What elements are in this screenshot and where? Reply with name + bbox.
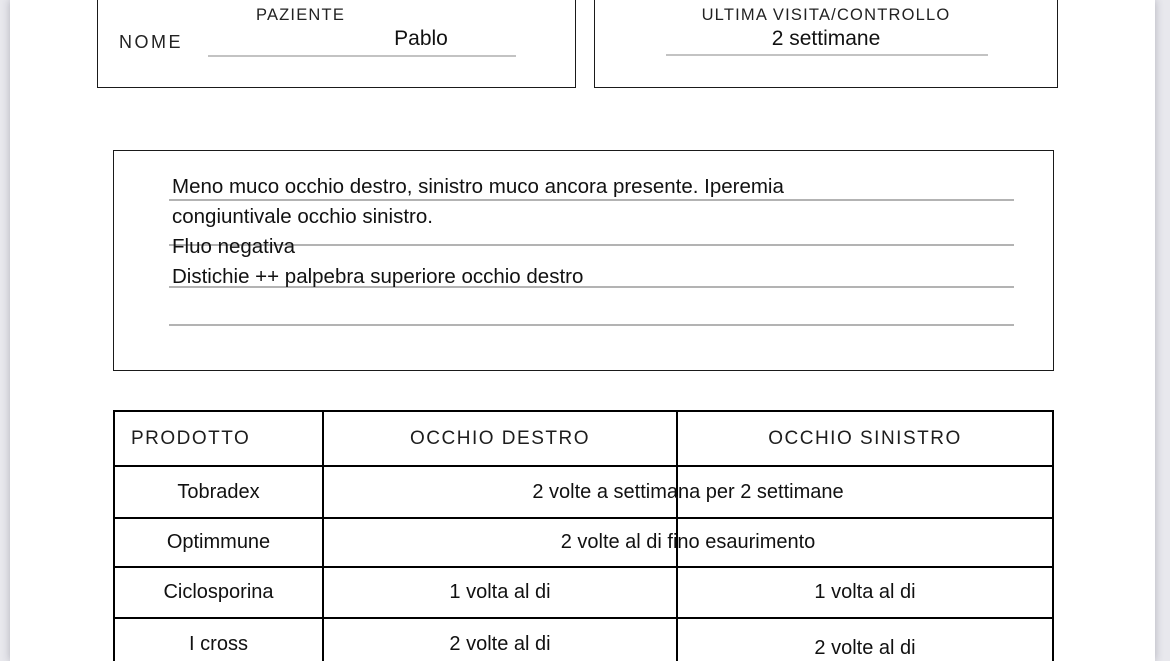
patient-box — [97, 0, 576, 88]
column-header-occhio-destro: OCCHIO DESTRO — [324, 412, 678, 465]
notes-line: Distichie ++ palpebra superiore occhio destro — [172, 265, 584, 288]
name-field-value: Pablo — [394, 27, 448, 50]
dosage-cell-occhio-sinistro: 1 volta al di — [814, 581, 916, 603]
notes-box — [113, 150, 1054, 371]
table-row-optimmune — [115, 519, 1052, 568]
table-header-row — [115, 412, 1052, 467]
document-page — [10, 0, 1155, 661]
last-visit-value: 2 settimane — [771, 27, 881, 50]
dosage-cell-occhio-destro: 1 volta al di — [324, 568, 678, 617]
name-field-underline — [208, 55, 516, 57]
product-cell: Ciclosporina — [115, 568, 324, 617]
last-visit-underline — [666, 54, 988, 56]
ruled-line — [169, 324, 1014, 326]
name-label: NOME — [119, 32, 183, 52]
dosage-cell-occhio-destro: 2 volte al di — [324, 619, 678, 661]
notes-line: Fluo negativa — [172, 235, 296, 258]
table-row-ciclosporina — [115, 568, 1052, 619]
dosage-cell-both-eyes: 2 volte al di fino esaurimento — [324, 519, 1052, 566]
column-header-prodotto: PRODOTTO — [115, 412, 324, 465]
product-cell: Optimmune — [115, 519, 324, 566]
product-cell: I cross — [115, 619, 324, 661]
patient-box-title: PAZIENTE — [255, 6, 346, 24]
therapy-table — [113, 410, 1054, 661]
last-visit-box-title: ULTIMA VISITA/CONTROLLO — [701, 6, 951, 24]
column-header-occhio-sinistro: OCCHIO SINISTRO — [768, 427, 962, 449]
dosage-cell-both-eyes: 2 volte a settimana per 2 settimane — [324, 467, 1052, 517]
product-cell: Tobradex — [115, 467, 324, 517]
last-visit-box — [594, 0, 1058, 88]
table-row-i-cross — [115, 619, 1052, 661]
notes-text — [172, 172, 1023, 292]
notes-line: Meno muco occhio destro, sinistro muco ancora presente. Iperemia — [172, 175, 784, 198]
notes-line: congiuntivale occhio sinistro. — [172, 205, 433, 228]
dosage-cell-occhio-sinistro: 2 volte al di — [814, 636, 916, 659]
table-row-tobradex — [115, 467, 1052, 519]
